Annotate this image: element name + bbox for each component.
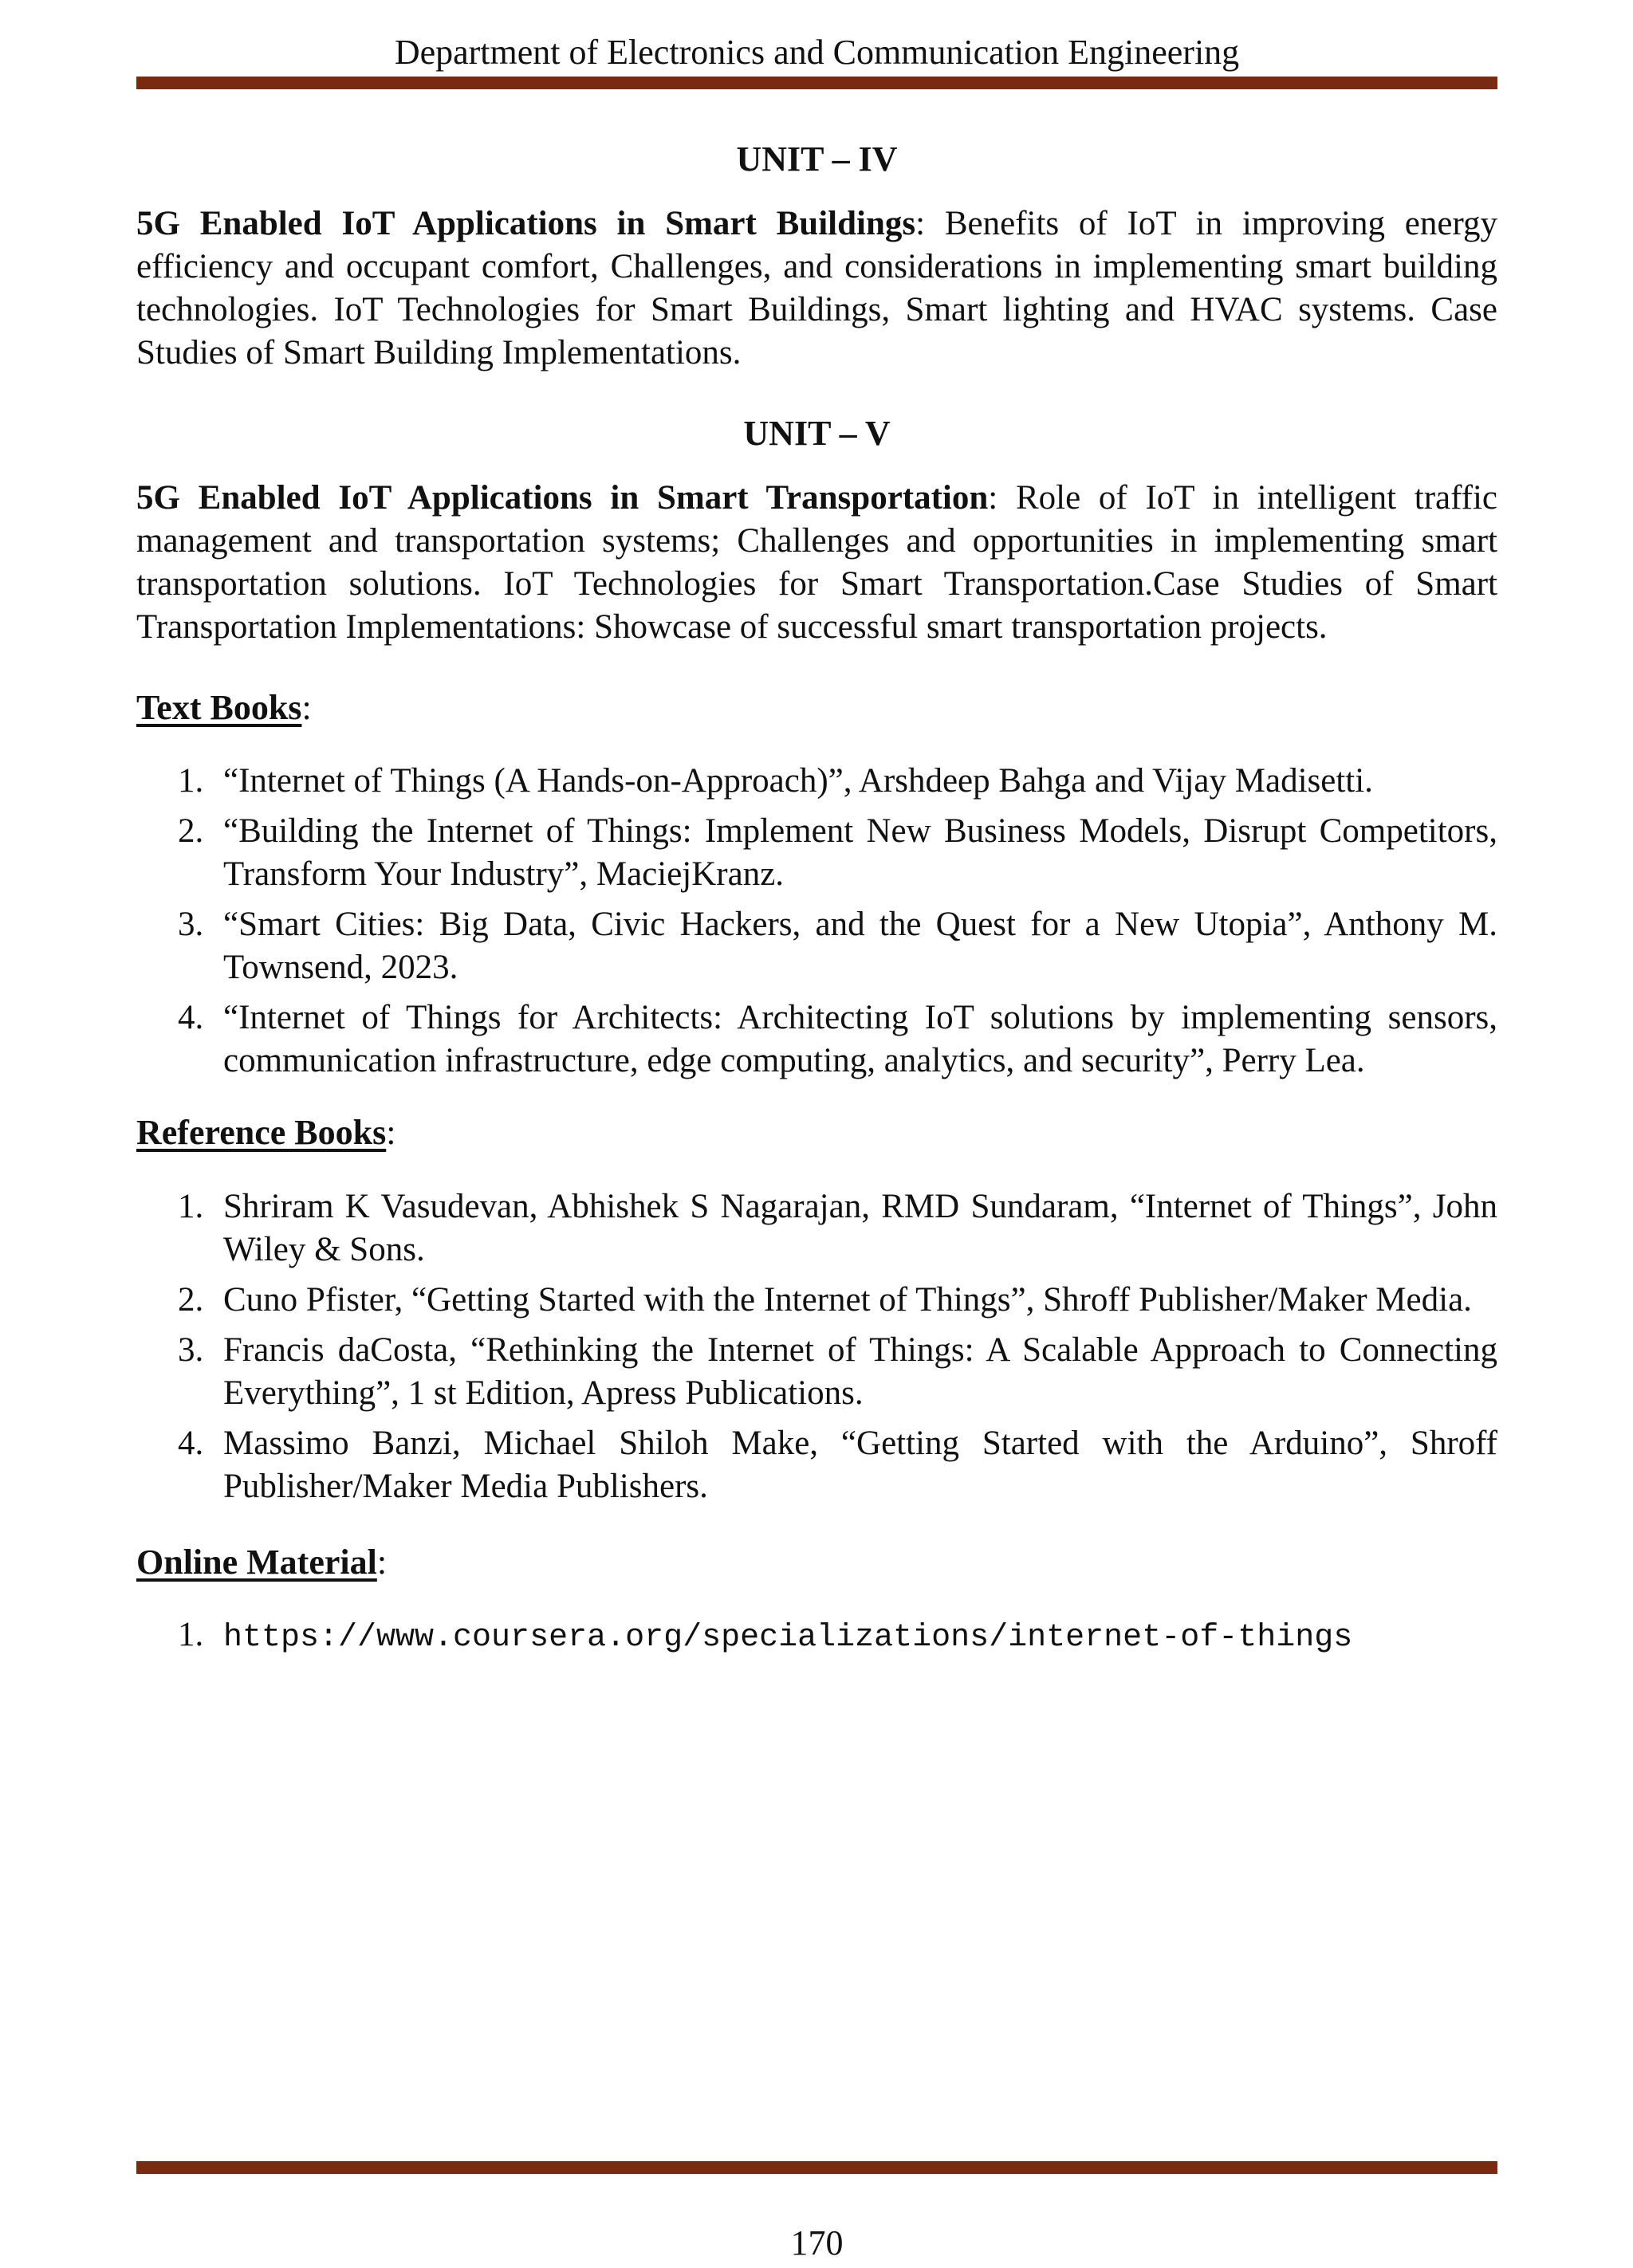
reference-books-list [136, 1185, 1497, 1515]
list-item [136, 1185, 1497, 1272]
page-header: Department of Electronics and Communication Engineering [394, 33, 1240, 72]
list-item-number: 4. [178, 1425, 204, 1462]
online-material-list [136, 1614, 1497, 1667]
text-books-list [136, 760, 1497, 1090]
reference-books-heading [136, 1110, 395, 1155]
list-item-number: 2. [178, 812, 204, 850]
list-item-number: 3. [178, 906, 204, 943]
online-material-heading-label: Online Material [136, 1543, 377, 1582]
list-item-number: 1. [178, 762, 204, 800]
list-item-number: 1. [178, 1616, 204, 1653]
list-item-text: Cuno Pfister, “Getting Started with the Internet of Things”, Shroff Publisher/Maker Media. [223, 1281, 1472, 1319]
text-books-heading [136, 686, 312, 730]
list-item-text: Francis daCosta, “Rethinking the Internet of Things: A Scalable Approach to Connecting Everything”, 1 st Edition, Apress Publications. [223, 1331, 1497, 1412]
list-item-text: Shriram K Vasudevan, Abhishek S Nagarajan, RMD Sundaram, “Internet of Things”, John Wiley & Sons. [223, 1188, 1497, 1268]
list-item-text: “Smart Cities: Big Data, Civic Hackers, and the Quest for a New Utopia”, Anthony M. Townsend, 2023. [223, 906, 1497, 986]
online-material-link[interactable]: https://www.coursera.org/specializations/internet-of-things [223, 1620, 1353, 1656]
list-item [136, 1614, 1497, 1660]
list-item [136, 996, 1497, 1083]
text-books-heading-label: Text Books [136, 688, 302, 727]
unit-4-body: : Benefits of IoT in improving energy efficiency and occupant comfort, Challenges, and considerations in implementing smart building technologies. IoT Technologies for Smart Buildings, Smart lighting and HVAC systems. Case Studies of Smart Building Implementations. [136, 205, 1497, 371]
list-item-text: “Internet of Things (A Hands-on-Approach)”, Arshdeep Bahga and Vijay Madisetti. [223, 762, 1373, 800]
text-books-heading-colon: : [301, 688, 312, 727]
list-item-text: “Internet of Things for Architects: Architecting IoT solutions by implementing sensors, communication infrastructure, edge computing, analytics, and security”, Perry Lea. [223, 999, 1497, 1079]
list-item-number: 1. [178, 1188, 204, 1225]
list-item [136, 760, 1497, 803]
list-item [136, 1422, 1497, 1508]
list-item [136, 1329, 1497, 1415]
unit-5-title: UNIT – V [743, 414, 891, 453]
reference-books-heading-label: Reference Books [136, 1113, 387, 1152]
list-item-number: 2. [178, 1281, 204, 1319]
online-material-heading-colon: : [376, 1543, 388, 1582]
unit-5-lead: 5G Enabled IoT Applications in Smart Transportation [136, 479, 989, 517]
online-material-heading [136, 1540, 387, 1585]
unit-4-description [136, 202, 1497, 375]
page-number: 170 [790, 2223, 844, 2262]
reference-books-heading-colon: : [386, 1113, 396, 1152]
unit-4-lead: 5G Enabled IoT Applications in Smart Buildings [136, 205, 916, 242]
list-item-text: Massimo Banzi, Michael Shiloh Make, “Getting Started with the Arduino”, Shroff Publisher/Maker Media Publishers. [223, 1425, 1497, 1505]
list-item [136, 1279, 1497, 1322]
unit-4-title: UNIT – IV [736, 140, 898, 179]
list-item [136, 810, 1497, 896]
list-item-number: 3. [178, 1331, 204, 1369]
list-item-number: 4. [178, 999, 204, 1036]
list-item-text: “Building the Internet of Things: Implement New Business Models, Disrupt Competitors, Transform Your Industry”, MaciejKranz. [223, 812, 1497, 893]
header-rule [136, 77, 1497, 89]
list-item [136, 903, 1497, 989]
unit-5-description [136, 477, 1497, 649]
footer-rule [136, 2161, 1497, 2174]
unit-5-body: : Role of IoT in intelligent traffic management and transportation systems; Challenges and opportunities in implementing smart transportation solutions. IoT Technologies for Smart Transportation.Case Studies of Smart Transportation Implementations: Showcase of successful smart transportation projects. [136, 479, 1497, 646]
